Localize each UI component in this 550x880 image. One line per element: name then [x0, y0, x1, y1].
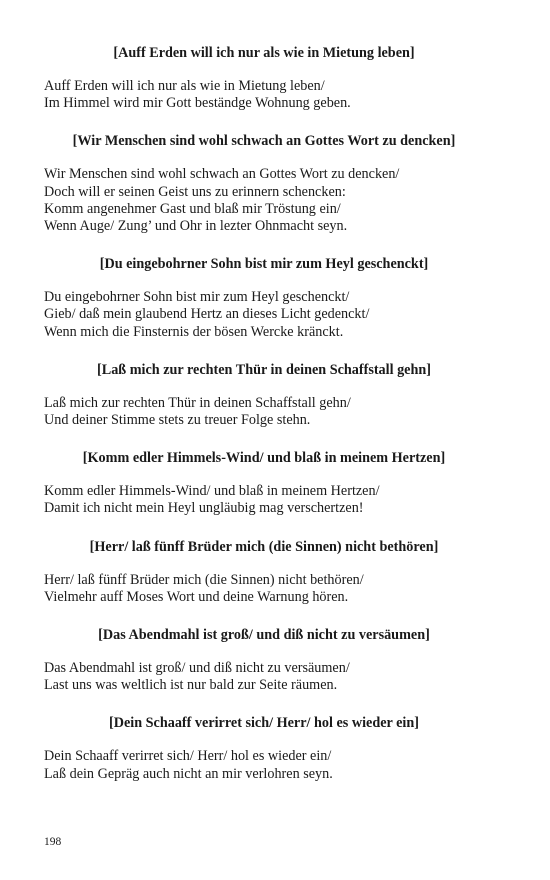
poem	[44, 255, 484, 341]
poem-line: Auff Erden will ich nur als wie in Mietung leben/	[44, 78, 325, 94]
poem-line: Laß mich zur rechten Thür in deinen Schaffstall gehn/	[44, 394, 351, 411]
poem-line: Last uns was weltlich ist nur bald zur Seite räumen.	[44, 677, 338, 694]
poem	[44, 449, 484, 517]
poem-line: Dein Schaaff verirret sich/ Herr/ hol es wieder ein/	[44, 748, 332, 765]
poem	[44, 361, 484, 429]
poem-line: Wenn mich die Finsternis der bösen Wercke kränckt.	[44, 323, 344, 340]
poem-line: Wenn Auge/ Zung’ und Ohr in lezter Ohnmacht seyn.	[44, 218, 348, 235]
poem-title: [Dein Schaaff verirret sich/ Herr/ hol es wieder ein]	[109, 715, 419, 732]
page-number: 198	[44, 836, 62, 848]
poem-title: [Das Abendmahl ist groß/ und diß nicht zu versäumen]	[98, 627, 430, 644]
poem-line: Komm edler Himmels-Wind/ und blaß in meinem Hertzen/	[44, 483, 380, 500]
poem	[44, 714, 484, 782]
poem-line: Das Abendmahl ist groß/ und diß nicht zu versäumen/	[44, 660, 350, 677]
poem-title: [Du eingebohrner Sohn bist mir zum Heyl geschenckt]	[99, 256, 429, 273]
poem	[44, 626, 484, 694]
poem-line: Vielmehr auff Moses Wort und deine Warnung hören.	[44, 588, 349, 605]
poem	[44, 538, 484, 606]
poem-line: Wir Menschen sind wohl schwach an Gottes Wort zu dencken/	[44, 166, 400, 183]
poem-lines	[44, 289, 484, 341]
page-body	[44, 44, 484, 783]
poem	[44, 132, 484, 235]
poem-title: [Laß mich zur rechten Thür in deinen Schaffstall gehn]	[97, 361, 431, 378]
poem-line: Du eingebohrner Sohn bist mir zum Heyl geschenckt/	[44, 289, 350, 306]
poem-line: Und deiner Stimme stets zu treuer Folge stehn.	[44, 412, 311, 429]
poem-lines	[44, 483, 484, 517]
poem-lines	[44, 660, 484, 694]
poem-title: [Auff Erden will ich nur als wie in Mietung leben]	[113, 45, 415, 61]
poem-line: Laß dein Gepräg auch nicht an mir verlohren seyn.	[44, 765, 333, 782]
poem-line: Komm angenehmer Gast und blaß mir Tröstung ein/	[44, 200, 341, 217]
poem-line: Herr/ laß fünff Brüder mich (die Sinnen) nicht bethören/	[44, 571, 364, 588]
poem-title: [Komm edler Himmels-Wind/ und blaß in meinem Hertzen]	[82, 450, 446, 467]
poem-line: Doch will er seinen Geist uns zu erinnern schencken:	[44, 183, 346, 200]
poem-line: Gieb/ daß mein glaubend Hertz an dieses Licht gedenckt/	[44, 306, 370, 323]
poem-lines	[44, 572, 484, 606]
poem-line: Im Himmel wird mir Gott beständge Wohnung geben.	[44, 95, 351, 112]
poem-lines	[44, 395, 484, 429]
poem-line: Damit ich nicht mein Heyl ungläubig mag verschertzen!	[44, 500, 364, 517]
poem-title: [Wir Menschen sind wohl schwach an Gottes Wort zu dencken]	[72, 133, 456, 150]
poem-lines	[44, 748, 484, 782]
poem-lines	[44, 166, 484, 235]
poem	[44, 44, 484, 112]
poem-lines	[44, 78, 484, 112]
poem-title: [Herr/ laß fünff Brüder mich (die Sinnen) nicht bethören]	[89, 538, 439, 555]
